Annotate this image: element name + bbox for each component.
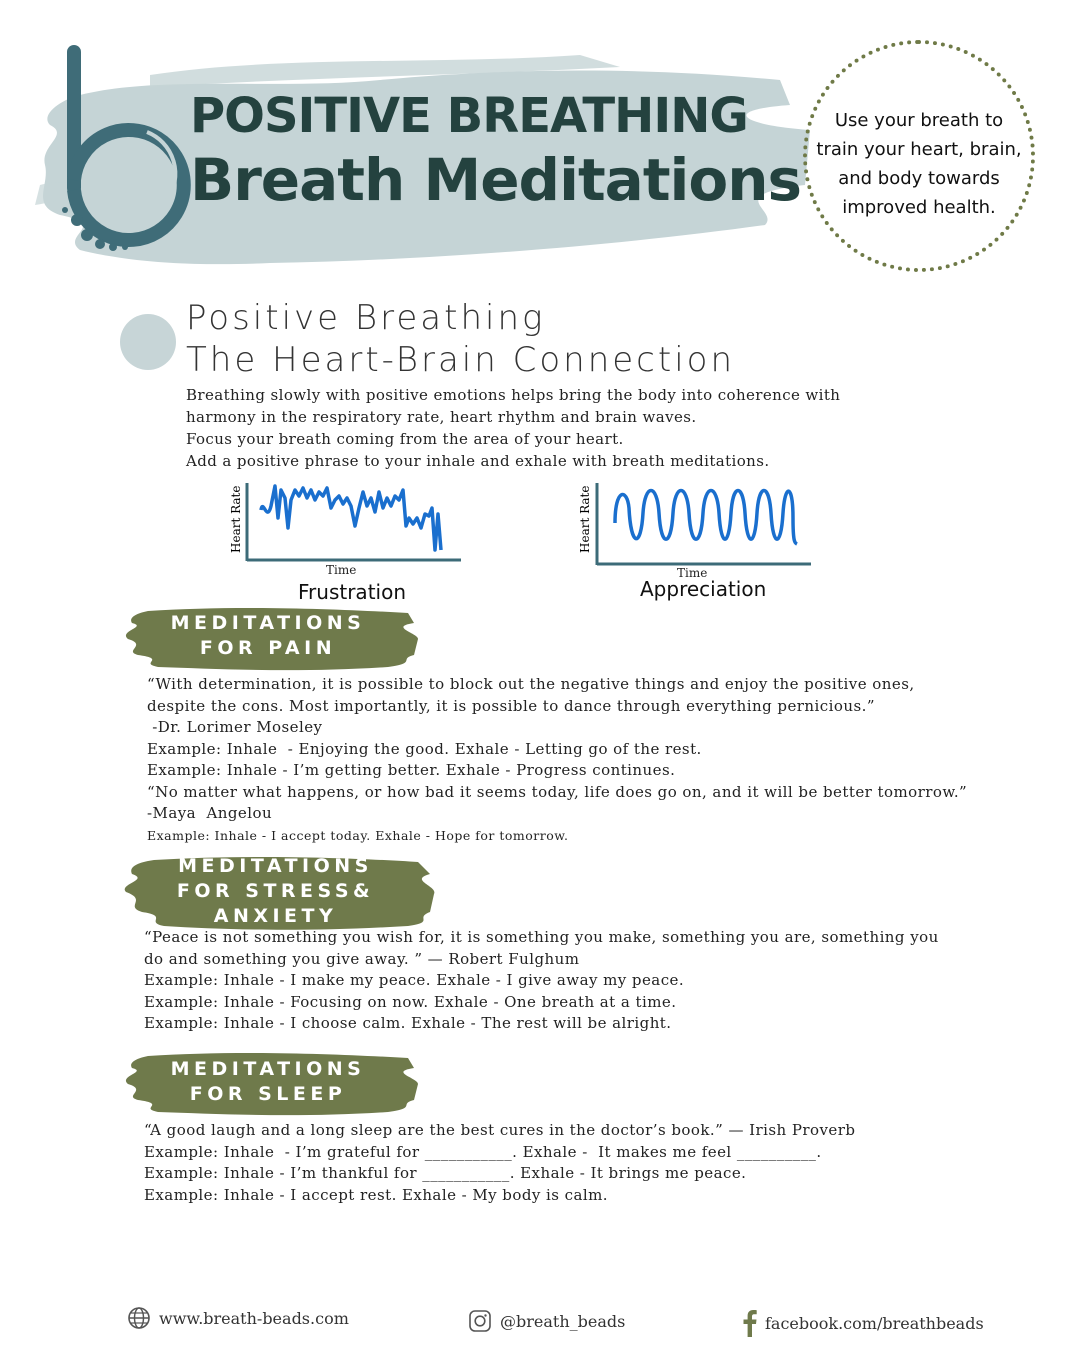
footer-website[interactable] <box>127 1306 349 1330</box>
intro-paragraph: Add a positive phrase to your inhale and exhale with breath meditations. <box>186 452 770 470</box>
callout-text: Use your breath to train your heart, brain, and body towards improved health. <box>816 110 1022 218</box>
text-line: “With determination, it is possible to block out the negative things and enjoy the positive ones, <box>147 675 915 693</box>
chart-caption-appreciation: Appreciation <box>640 577 767 601</box>
text-line: Example: Inhale - I accept rest. Exhale - My body is calm. <box>144 1185 609 1204</box>
section-sleep-body <box>144 1120 855 1206</box>
banner-line: FOR STRESS& <box>176 880 375 902</box>
text-line: Example: Inhale - I’m getting better. Exhale - Progress continues. <box>147 761 676 779</box>
intro-title-line1: Positive Breathing <box>186 298 546 338</box>
frustration-chart <box>225 478 470 573</box>
text-line: Example: Inhale - I make my peace. Exhale - I give away my peace. <box>144 971 685 989</box>
text-line: Example: Inhale - I’m grateful for ___________. Exhale - It makes me feel __________. <box>144 1142 822 1161</box>
text-line: do and something you give away. ” — Robert Fulghum <box>144 949 580 968</box>
text-line: Example: Inhale - I choose calm. Exhale - The rest will be alright. <box>144 1014 672 1032</box>
text-line: -Dr. Lorimer Moseley <box>147 718 323 736</box>
text-line: Example: Inhale - I’m thankful for ___________. Exhale - It brings me peace. <box>144 1164 747 1182</box>
appreciation-chart <box>575 478 820 573</box>
bullet-dot <box>120 314 176 370</box>
chart-ylabel: Heart Rate <box>229 485 243 553</box>
banner-pain <box>118 603 428 673</box>
logo-b-icon <box>55 40 195 260</box>
facebook-icon <box>743 1309 757 1337</box>
banner-line: MEDITATIONS <box>170 612 366 634</box>
banner-line: ANXIETY <box>213 905 338 927</box>
intro-paragraph: harmony in the respiratory rate, heart rhythm and brain waves. <box>186 408 697 426</box>
header-title-line1: POSITIVE BREATHING <box>190 88 748 144</box>
intro-paragraph: Focus your breath coming from the area of your heart. <box>186 430 624 448</box>
chart-xlabel: Time <box>326 563 357 577</box>
heart-rate-line <box>615 491 797 545</box>
footer-instagram[interactable] <box>468 1309 625 1333</box>
header-title-line2: Breath Meditations <box>190 146 802 214</box>
heart-rate-line <box>261 486 441 550</box>
instagram-icon <box>468 1309 492 1333</box>
chart-caption-frustration: Frustration <box>298 580 406 604</box>
chart-xlabel: Time <box>677 566 708 580</box>
facebook-link[interactable]: facebook.com/breathbeads <box>765 1313 984 1333</box>
intro-paragraph: Breathing slowly with positive emotions helps bring the body into coherence with <box>186 386 841 404</box>
banner-line: FOR PAIN <box>199 637 337 659</box>
instagram-link[interactable]: @breath_beads <box>500 1311 626 1331</box>
banner-line: MEDITATIONS <box>178 855 373 877</box>
banner-sleep <box>118 1048 428 1118</box>
banner-stress <box>118 850 448 932</box>
section-stress-body <box>144 927 939 1035</box>
text-line: “No matter what happens, or how bad it seems today, life does go on, and it will be better tomorrow.” <box>147 782 968 801</box>
banner-line: FOR SLEEP <box>189 1083 347 1105</box>
chart-ylabel: Heart Rate <box>578 485 592 553</box>
text-line: “A good laugh and a long sleep are the best cures in the doctor’s book.” — Irish Proverb <box>144 1121 856 1139</box>
text-line: -Maya Angelou <box>147 804 273 822</box>
website-link[interactable]: www.breath-beads.com <box>159 1308 349 1328</box>
text-line: Example: Inhale - Enjoying the good. Exhale - Letting go of the rest. <box>147 739 702 758</box>
callout-circle <box>803 40 1035 272</box>
globe-icon <box>127 1306 151 1330</box>
section-pain-body <box>147 674 967 846</box>
banner-line: MEDITATIONS <box>170 1058 366 1080</box>
text-line: Example: Inhale - Focusing on now. Exhale - One breath at a time. <box>144 992 677 1011</box>
intro-text <box>186 384 840 472</box>
intro-title-line2: The Heart-Brain Connection <box>186 340 735 380</box>
text-line: despite the cons. Most importantly, it is possible to dance through everything pernicious.” <box>147 696 875 715</box>
text-line: “Peace is not something you wish for, it is something you make, something you are, something you <box>144 928 939 946</box>
footer-facebook[interactable] <box>743 1309 984 1337</box>
text-line: Example: Inhale - I accept today. Exhale - Hope for tomorrow. <box>147 827 569 843</box>
